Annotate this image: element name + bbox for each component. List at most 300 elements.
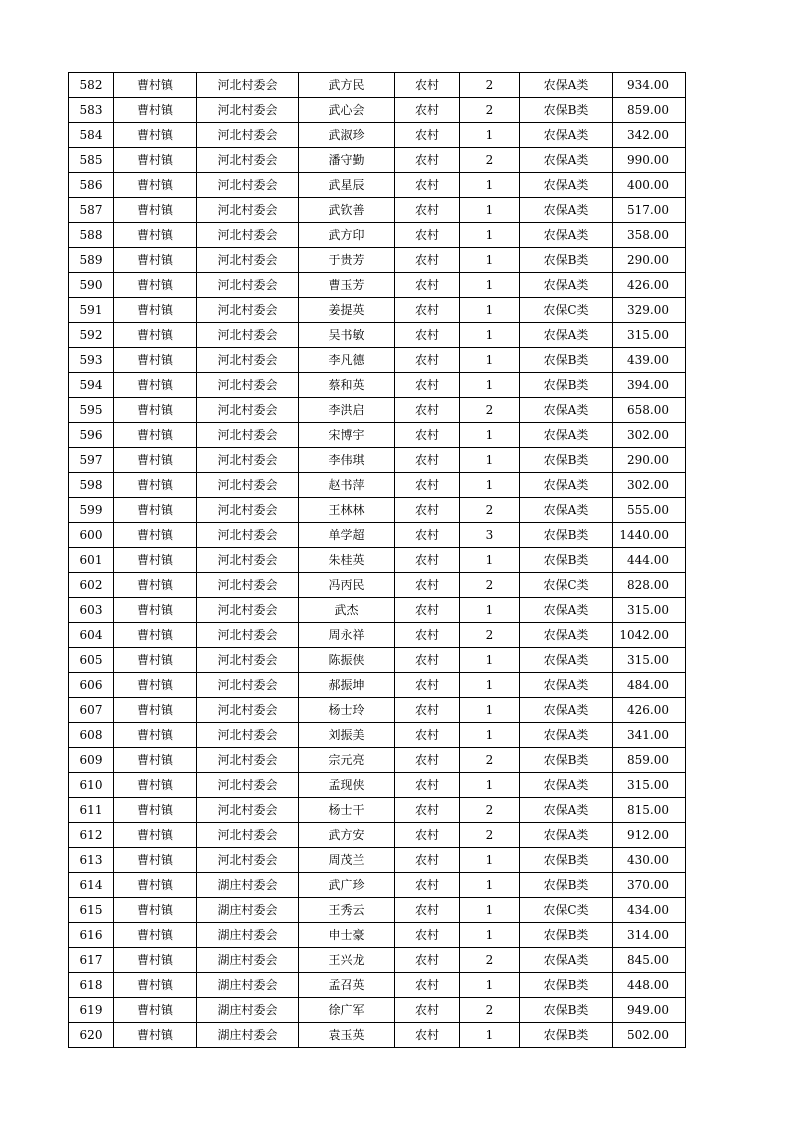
village-committee-cell: 河北村委会 [197,273,299,298]
serial-number-cell: 605 [69,648,114,673]
household-count-cell: 1 [460,173,520,198]
table-row [69,448,686,473]
town-cell: 曹村镇 [114,498,197,523]
household-count-cell: 1 [460,473,520,498]
household-count-cell: 2 [460,573,520,598]
serial-number-cell: 584 [69,123,114,148]
amount-cell: 448.00 [613,973,686,998]
insurance-class-cell: 农保B类 [520,748,613,773]
town-cell: 曹村镇 [114,673,197,698]
table-row [69,523,686,548]
town-cell: 曹村镇 [114,148,197,173]
table-row [69,1023,686,1048]
amount-cell: 859.00 [613,748,686,773]
amount-cell: 430.00 [613,848,686,873]
village-committee-cell: 河北村委会 [197,473,299,498]
name-cell: 周茂兰 [299,848,395,873]
household-count-cell: 3 [460,523,520,548]
serial-number-cell: 616 [69,923,114,948]
table-row [69,248,686,273]
insurance-class-cell: 农保A类 [520,648,613,673]
name-cell: 武杰 [299,598,395,623]
insurance-class-cell: 农保A类 [520,723,613,748]
serial-number-cell: 586 [69,173,114,198]
table-row [69,473,686,498]
name-cell: 蔡和英 [299,373,395,398]
serial-number-cell: 609 [69,748,114,773]
amount-cell: 394.00 [613,373,686,398]
amount-cell: 290.00 [613,448,686,473]
area-type-cell: 农村 [395,98,460,123]
household-count-cell: 1 [460,773,520,798]
amount-cell: 1440.00 [613,523,686,548]
amount-cell: 502.00 [613,1023,686,1048]
area-type-cell: 农村 [395,498,460,523]
area-type-cell: 农村 [395,798,460,823]
name-cell: 李伟琪 [299,448,395,473]
table-row [69,923,686,948]
village-committee-cell: 河北村委会 [197,723,299,748]
household-count-cell: 1 [460,123,520,148]
name-cell: 宗元亮 [299,748,395,773]
name-cell: 李凡德 [299,348,395,373]
insurance-class-cell: 农保A类 [520,148,613,173]
insurance-class-cell: 农保A类 [520,173,613,198]
town-cell: 曹村镇 [114,773,197,798]
village-committee-cell: 湖庄村委会 [197,973,299,998]
table-row [69,673,686,698]
town-cell: 曹村镇 [114,848,197,873]
amount-cell: 314.00 [613,923,686,948]
table-row [69,298,686,323]
household-count-cell: 1 [460,723,520,748]
serial-number-cell: 602 [69,573,114,598]
table-row [69,548,686,573]
household-count-cell: 1 [460,273,520,298]
town-cell: 曹村镇 [114,298,197,323]
serial-number-cell: 598 [69,473,114,498]
name-cell: 武淑珍 [299,123,395,148]
household-count-cell: 1 [460,873,520,898]
area-type-cell: 农村 [395,298,460,323]
serial-number-cell: 612 [69,823,114,848]
town-cell: 曹村镇 [114,873,197,898]
serial-number-cell: 589 [69,248,114,273]
name-cell: 姜提英 [299,298,395,323]
town-cell: 曹村镇 [114,373,197,398]
household-count-cell: 1 [460,898,520,923]
village-committee-cell: 河北村委会 [197,298,299,323]
insurance-class-cell: 农保B类 [520,923,613,948]
amount-cell: 315.00 [613,773,686,798]
area-type-cell: 农村 [395,423,460,448]
town-cell: 曹村镇 [114,98,197,123]
town-cell: 曹村镇 [114,173,197,198]
amount-cell: 1042.00 [613,623,686,648]
village-committee-cell: 河北村委会 [197,448,299,473]
table-row [69,148,686,173]
insurance-class-cell: 农保A类 [520,498,613,523]
village-committee-cell: 河北村委会 [197,98,299,123]
table-row [69,798,686,823]
area-type-cell: 农村 [395,348,460,373]
household-count-cell: 2 [460,498,520,523]
amount-cell: 315.00 [613,648,686,673]
insurance-class-cell: 农保B类 [520,248,613,273]
area-type-cell: 农村 [395,598,460,623]
village-committee-cell: 河北村委会 [197,373,299,398]
area-type-cell: 农村 [395,373,460,398]
table-row [69,573,686,598]
amount-cell: 439.00 [613,348,686,373]
data-table [68,72,686,1048]
insurance-class-cell: 农保A类 [520,823,613,848]
area-type-cell: 农村 [395,698,460,723]
amount-cell: 845.00 [613,948,686,973]
name-cell: 朱桂英 [299,548,395,573]
town-cell: 曹村镇 [114,423,197,448]
name-cell: 冯丙民 [299,573,395,598]
amount-cell: 555.00 [613,498,686,523]
amount-cell: 315.00 [613,598,686,623]
town-cell: 曹村镇 [114,248,197,273]
name-cell: 王秀云 [299,898,395,923]
name-cell: 郝振坤 [299,673,395,698]
serial-number-cell: 594 [69,373,114,398]
insurance-class-cell: 农保B类 [520,98,613,123]
household-count-cell: 1 [460,198,520,223]
table-row [69,748,686,773]
insurance-class-cell: 农保B类 [520,523,613,548]
serial-number-cell: 614 [69,873,114,898]
insurance-class-cell: 农保B类 [520,448,613,473]
name-cell: 孟现侠 [299,773,395,798]
serial-number-cell: 595 [69,398,114,423]
serial-number-cell: 618 [69,973,114,998]
village-committee-cell: 河北村委会 [197,573,299,598]
serial-number-cell: 604 [69,623,114,648]
household-count-cell: 1 [460,448,520,473]
household-count-cell: 2 [460,998,520,1023]
table-row [69,948,686,973]
table-row [69,173,686,198]
insurance-class-cell: 农保B类 [520,548,613,573]
name-cell: 刘振美 [299,723,395,748]
household-count-cell: 1 [460,373,520,398]
table-row [69,198,686,223]
amount-cell: 912.00 [613,823,686,848]
name-cell: 武广珍 [299,873,395,898]
amount-cell: 934.00 [613,73,686,98]
household-count-cell: 1 [460,423,520,448]
serial-number-cell: 591 [69,298,114,323]
serial-number-cell: 590 [69,273,114,298]
household-count-cell: 2 [460,623,520,648]
serial-number-cell: 617 [69,948,114,973]
amount-cell: 302.00 [613,473,686,498]
serial-number-cell: 599 [69,498,114,523]
insurance-class-cell: 农保B类 [520,848,613,873]
area-type-cell: 农村 [395,748,460,773]
village-committee-cell: 河北村委会 [197,648,299,673]
serial-number-cell: 610 [69,773,114,798]
household-count-cell: 2 [460,98,520,123]
village-committee-cell: 河北村委会 [197,773,299,798]
town-cell: 曹村镇 [114,323,197,348]
serial-number-cell: 593 [69,348,114,373]
area-type-cell: 农村 [395,198,460,223]
town-cell: 曹村镇 [114,123,197,148]
household-count-cell: 2 [460,823,520,848]
name-cell: 单学超 [299,523,395,548]
table-row [69,823,686,848]
village-committee-cell: 湖庄村委会 [197,1023,299,1048]
household-count-cell: 2 [460,948,520,973]
name-cell: 武钦善 [299,198,395,223]
village-committee-cell: 河北村委会 [197,623,299,648]
village-committee-cell: 河北村委会 [197,548,299,573]
town-cell: 曹村镇 [114,698,197,723]
village-committee-cell: 河北村委会 [197,523,299,548]
insurance-class-cell: 农保A类 [520,198,613,223]
insurance-class-cell: 农保B类 [520,373,613,398]
village-committee-cell: 河北村委会 [197,173,299,198]
table-row [69,773,686,798]
amount-cell: 828.00 [613,573,686,598]
area-type-cell: 农村 [395,473,460,498]
insurance-class-cell: 农保C类 [520,573,613,598]
insurance-class-cell: 农保B类 [520,348,613,373]
household-count-cell: 1 [460,348,520,373]
town-cell: 曹村镇 [114,798,197,823]
amount-cell: 444.00 [613,548,686,573]
town-cell: 曹村镇 [114,748,197,773]
amount-cell: 302.00 [613,423,686,448]
area-type-cell: 农村 [395,248,460,273]
table-row [69,348,686,373]
table-row [69,723,686,748]
area-type-cell: 农村 [395,523,460,548]
area-type-cell: 农村 [395,873,460,898]
area-type-cell: 农村 [395,773,460,798]
table-row [69,73,686,98]
village-committee-cell: 湖庄村委会 [197,873,299,898]
serial-number-cell: 608 [69,723,114,748]
name-cell: 武星辰 [299,173,395,198]
serial-number-cell: 606 [69,673,114,698]
name-cell: 徐广军 [299,998,395,1023]
serial-number-cell: 597 [69,448,114,473]
area-type-cell: 农村 [395,148,460,173]
insurance-class-cell: 农保A类 [520,673,613,698]
insurance-class-cell: 农保A类 [520,698,613,723]
village-committee-cell: 河北村委会 [197,223,299,248]
table-row [69,123,686,148]
name-cell: 武方民 [299,73,395,98]
village-committee-cell: 河北村委会 [197,848,299,873]
town-cell: 曹村镇 [114,448,197,473]
area-type-cell: 农村 [395,673,460,698]
insurance-class-cell: 农保A类 [520,798,613,823]
serial-number-cell: 587 [69,198,114,223]
amount-cell: 426.00 [613,273,686,298]
amount-cell: 329.00 [613,298,686,323]
serial-number-cell: 607 [69,698,114,723]
amount-cell: 484.00 [613,673,686,698]
insurance-class-cell: 农保A类 [520,623,613,648]
insurance-class-cell: 农保B类 [520,873,613,898]
area-type-cell: 农村 [395,323,460,348]
household-count-cell: 1 [460,548,520,573]
household-count-cell: 1 [460,598,520,623]
amount-cell: 815.00 [613,798,686,823]
name-cell: 陈振侠 [299,648,395,673]
area-type-cell: 农村 [395,123,460,148]
table-row [69,273,686,298]
insurance-class-cell: 农保B类 [520,973,613,998]
table-row [69,398,686,423]
serial-number-cell: 585 [69,148,114,173]
village-committee-cell: 河北村委会 [197,123,299,148]
insurance-class-cell: 农保A类 [520,948,613,973]
village-committee-cell: 湖庄村委会 [197,998,299,1023]
name-cell: 孟召英 [299,973,395,998]
town-cell: 曹村镇 [114,273,197,298]
name-cell: 袁玉英 [299,1023,395,1048]
table-row [69,423,686,448]
area-type-cell: 农村 [395,973,460,998]
amount-cell: 341.00 [613,723,686,748]
area-type-cell: 农村 [395,73,460,98]
insurance-class-cell: 农保A类 [520,73,613,98]
serial-number-cell: 603 [69,598,114,623]
village-committee-cell: 河北村委会 [197,248,299,273]
area-type-cell: 农村 [395,848,460,873]
table-row [69,848,686,873]
amount-cell: 434.00 [613,898,686,923]
name-cell: 杨士玲 [299,698,395,723]
insurance-class-cell: 农保A类 [520,398,613,423]
name-cell: 于贵芳 [299,248,395,273]
village-committee-cell: 河北村委会 [197,73,299,98]
village-committee-cell: 河北村委会 [197,798,299,823]
table-row [69,498,686,523]
town-cell: 曹村镇 [114,1023,197,1048]
name-cell: 曹玉芳 [299,273,395,298]
amount-cell: 426.00 [613,698,686,723]
insurance-class-cell: 农保B类 [520,998,613,1023]
town-cell: 曹村镇 [114,648,197,673]
serial-number-cell: 620 [69,1023,114,1048]
household-count-cell: 1 [460,973,520,998]
village-committee-cell: 河北村委会 [197,323,299,348]
town-cell: 曹村镇 [114,723,197,748]
table-row [69,598,686,623]
name-cell: 武方安 [299,823,395,848]
insurance-class-cell: 农保A类 [520,473,613,498]
insurance-class-cell: 农保A类 [520,123,613,148]
household-count-cell: 1 [460,848,520,873]
table-row [69,898,686,923]
area-type-cell: 农村 [395,623,460,648]
amount-cell: 290.00 [613,248,686,273]
village-committee-cell: 河北村委会 [197,498,299,523]
serial-number-cell: 611 [69,798,114,823]
town-cell: 曹村镇 [114,523,197,548]
household-count-cell: 1 [460,648,520,673]
amount-cell: 517.00 [613,198,686,223]
name-cell: 李洪启 [299,398,395,423]
amount-cell: 859.00 [613,98,686,123]
household-count-cell: 1 [460,223,520,248]
serial-number-cell: 582 [69,73,114,98]
area-type-cell: 农村 [395,898,460,923]
name-cell: 武心会 [299,98,395,123]
serial-number-cell: 619 [69,998,114,1023]
area-type-cell: 农村 [395,823,460,848]
town-cell: 曹村镇 [114,548,197,573]
household-count-cell: 1 [460,923,520,948]
household-count-cell: 1 [460,248,520,273]
table-row [69,648,686,673]
table-row [69,973,686,998]
town-cell: 曹村镇 [114,598,197,623]
amount-cell: 315.00 [613,323,686,348]
insurance-class-cell: 农保C类 [520,898,613,923]
household-count-cell: 1 [460,698,520,723]
area-type-cell: 农村 [395,723,460,748]
name-cell: 宋博宇 [299,423,395,448]
household-count-cell: 2 [460,398,520,423]
table-row [69,698,686,723]
table-row [69,998,686,1023]
town-cell: 曹村镇 [114,923,197,948]
table-row [69,623,686,648]
area-type-cell: 农村 [395,573,460,598]
town-cell: 曹村镇 [114,348,197,373]
town-cell: 曹村镇 [114,973,197,998]
household-count-cell: 2 [460,748,520,773]
area-type-cell: 农村 [395,398,460,423]
household-count-cell: 2 [460,798,520,823]
name-cell: 赵书萍 [299,473,395,498]
area-type-cell: 农村 [395,948,460,973]
village-committee-cell: 河北村委会 [197,198,299,223]
amount-cell: 400.00 [613,173,686,198]
town-cell: 曹村镇 [114,398,197,423]
household-count-cell: 2 [460,148,520,173]
amount-cell: 342.00 [613,123,686,148]
insurance-class-cell: 农保A类 [520,273,613,298]
insurance-class-cell: 农保A类 [520,773,613,798]
village-committee-cell: 河北村委会 [197,698,299,723]
serial-number-cell: 596 [69,423,114,448]
town-cell: 曹村镇 [114,198,197,223]
serial-number-cell: 615 [69,898,114,923]
insurance-class-cell: 农保A类 [520,323,613,348]
serial-number-cell: 583 [69,98,114,123]
area-type-cell: 农村 [395,648,460,673]
village-committee-cell: 河北村委会 [197,673,299,698]
table-row [69,323,686,348]
village-committee-cell: 湖庄村委会 [197,898,299,923]
village-committee-cell: 河北村委会 [197,823,299,848]
town-cell: 曹村镇 [114,223,197,248]
name-cell: 杨士干 [299,798,395,823]
name-cell: 周永祥 [299,623,395,648]
amount-cell: 990.00 [613,148,686,173]
amount-cell: 658.00 [613,398,686,423]
